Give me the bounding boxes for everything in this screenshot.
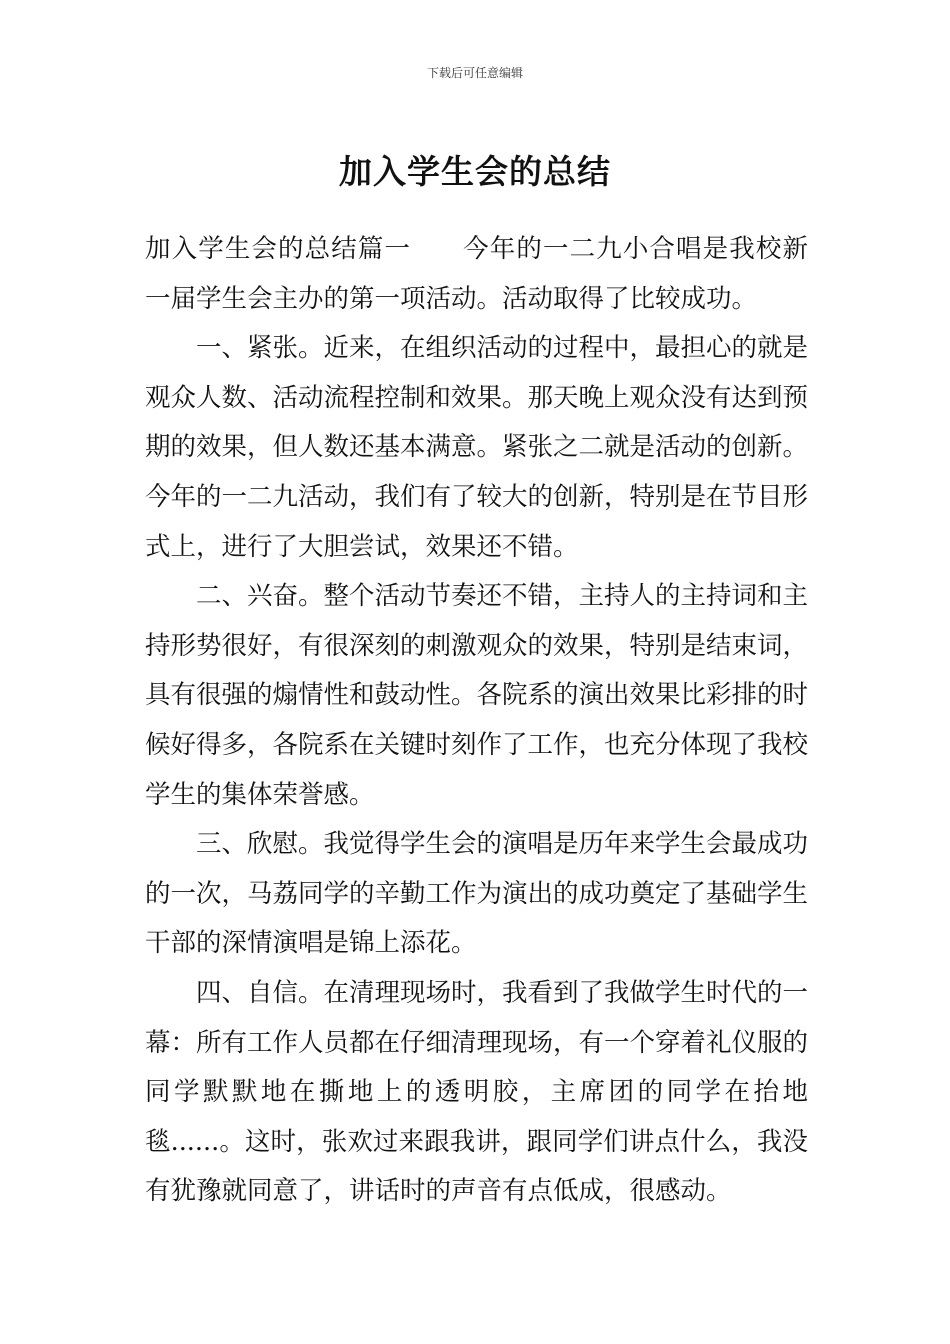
intro-text: 今年的一二九小合唱是我校新一届学生会主办的第一项活动。活动取得了比较成功。 [145, 234, 808, 314]
document-title: 加入学生会的总结 [339, 152, 611, 192]
header-note: 下载后可任意编辑 [426, 66, 523, 80]
paragraph-confident: 四、自信。在清理现场时，我看到了我做学生时代的一幕：所有工作人员都在仔细清理现场，有一个穿着礼仪服的同学默默地在撕地上的透明胶，主席团的同学在抬地毯......。这时，张欢过来跟我讲，跟同学们讲点什么，我没有犹豫就同意了，讲话时的声音有点低成，很感动。 [145, 977, 809, 1207]
paragraph-nervous: 一、紧张。近来，在组织活动的过程中，最担心的就是观众人数、活动流程控制和效果。那天晚上观众没有达到预期的效果，但人数还基本满意。紧张之二就是活动的创新。今年的一二九活动，我们有了较大的创新，特别是在节目形式上，进行了大胆尝试，效果还不错。 [145, 333, 809, 562]
paragraph-excited: 二、兴奋。整个活动节奏还不错，主持人的主持词和主持形势很好，有很深刻的刺激观众的效果，特别是结束词，具有很强的煽情性和鼓动性。各院系的演出效果比彩排的时候好得多，各院系在关键时刻作了工作，也充分体现了我校学生的集体荣誉感。 [145, 581, 809, 810]
intro-lead: 加入学生会的总结篇一 [145, 234, 412, 264]
intro-paragraph [145, 225, 808, 324]
paragraph-gratified: 三、欣慰。我觉得学生会的演唱是历年来学生会最成功的一次，马荔同学的辛勤工作为演出的成功奠定了基础学生干部的深情演唱是锦上添花。 [145, 829, 809, 959]
document-body [145, 225, 808, 1217]
